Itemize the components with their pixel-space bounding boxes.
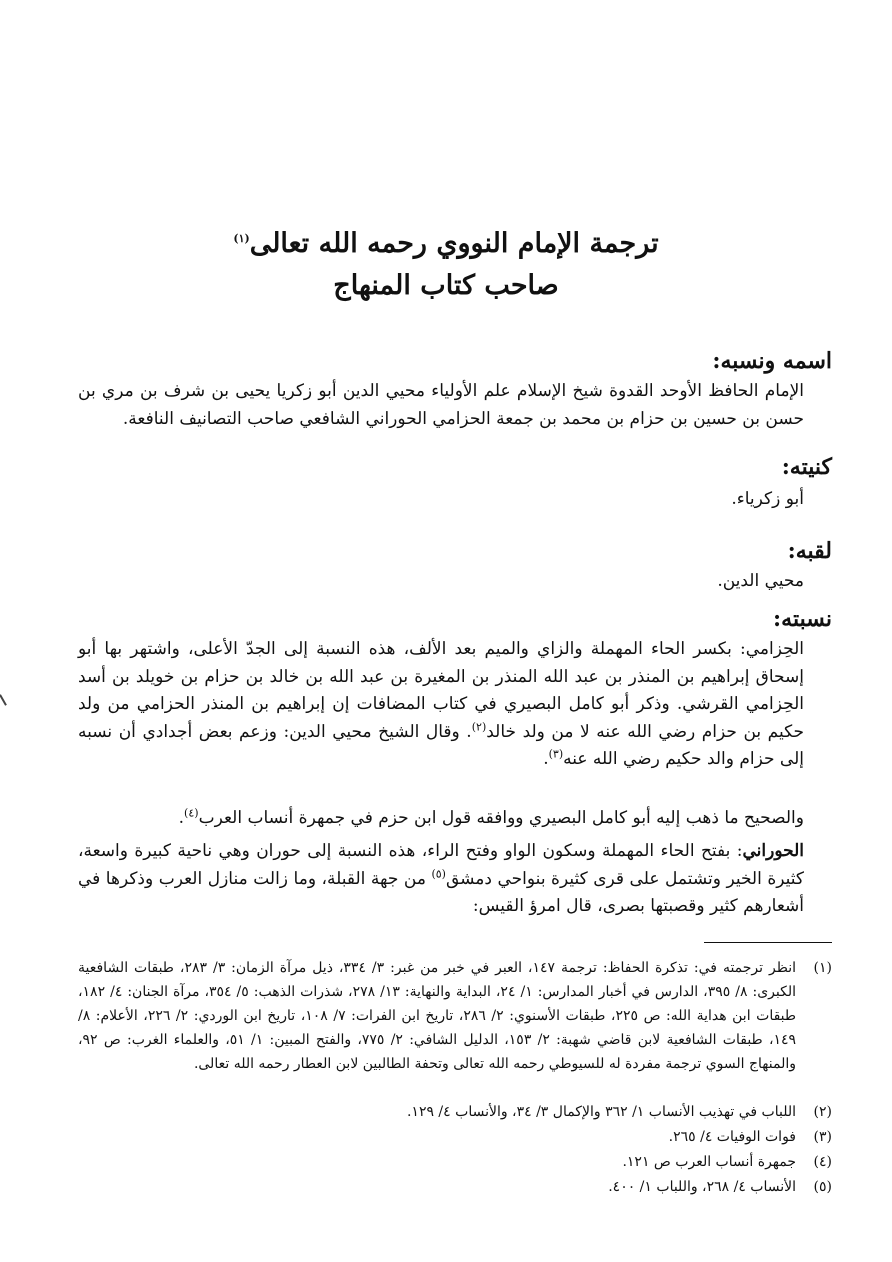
footnote-5 [78,1175,832,1199]
paragraph-name: الإمام الحافظ الأوحد القدوة شيخ الإسلام علم الأولياء محيي الدين أبو زكريا يحيى بن شرف بن مري بن حسن بن حسين بن حزام بن محمد بن جمعة الحزامي الحوراني الشافعي صاحب التصانيف النافعة. [78,381,804,429]
hizami-text-c: . [543,749,549,769]
heading-name: اسمه ونسبه: [712,348,832,374]
footnote-ref-4: (٤) [184,806,199,820]
footnote-4 [78,1150,832,1174]
paragraph-laqab: محيي الدين. [717,571,804,591]
page-title [0,226,892,262]
footnote-number: (٢) [813,1104,832,1120]
heading-nisba: نسبته: [773,606,832,632]
footnote-text: جمهرة أنساب العرب ص ١٢١. [622,1154,796,1170]
footnote-number: (٤) [813,1154,832,1170]
page-subtitle: صاحب كتاب المنهاج [333,270,559,301]
footnote-3 [78,1125,832,1149]
correct-view-text-b: . [178,808,185,828]
hizami-text-a: الحِزامي: بكسر الحاء المهملة والزاي والميم بعد الألف، هذه النسبة إلى الجدّ الأعلى، واشتهر بها أبو إسحاق إبراهيم بن المنذر بن عبد الله المنذر بن المغيرة بن عبد الله بن خالد بن حزام بن خويلد بن أسد الحِزامي القرشي. وذكر أبو كامل البصيري في كتاب المضافات إن إبراهيم بن المنذر الحزامي من ولد حكيم بن حزام رضي الله عنه لا من ولد خالد [78,639,805,742]
hizami-text-b: . وقال الشيخ محيي الدين: وزعم بعض أجدادي أن نسبه إلى حزام والد حكيم رضي الله عنه [78,721,804,769]
footnote-separator [704,942,832,943]
footnote-number: (٥) [813,1179,832,1195]
paragraph-hawrani [78,838,832,921]
paragraph-hizami [78,636,832,774]
footnote-ref-5: (٥) [431,866,446,880]
footnote-1 [78,956,832,1076]
hawrani-label: الحوراني [742,841,804,861]
footnote-ref-2: (٢) [471,719,487,733]
footnote-text: انظر ترجمته في: تذكرة الحفاظ: ترجمة ١٤٧، العبر في خبر من غبر: ٣/ ٣٣٤، ذيل مرآة الزمان: ٣/ ٢٨٣، طبقات الشافعية الكبرى: ٨/ ٣٩٥، الدارس في أخبار المدارس: ١/ ٢٤، البداية والنهاية: ١٣/ ٢٧٨، شذرات الذهب: ٥/ ٣٥٤، مرآة الجنان: ٤/ ١٨٢، طبقات ابن هداية الله: ص ٢٢٥، طبقات الأسنوي: ٢/ ٢٨٦، تاريخ ابن الفرات: ٧/ ١٠٨، تاريخ ابن الوردي: ٢/ ٢٢٦، الأعلام: ٨/ ١٤٩، طبقات الشافعية لابن قاضي شهبة: ٢/ ١٥٣، الدليل الشافي: ٢/ ٧٧٥، والفتح المبين: ١/ ٥١، والعلماء الغرب: ص ٩٢، والمنهاج السوي ترجمة مفردة له للسيوطي رحمه الله تعالى وتحفة الطالبين لابن العطار رحمه الله تعالى. [78,960,797,1072]
footnote-text: اللباب في تهذيب الأنساب ١/ ٣٦٢ والإكمال ٣/ ٣٤، والأنساب ٤/ ١٢٩. [406,1104,796,1120]
hawrani-text-b: من جهة القبلة، وما زالت منازل العرب وذكرها في أشعارهم كثير وقصبتها بصرى، قال امرؤ القيس: [78,868,804,916]
footnote-2 [78,1100,832,1124]
scan-mark [0,694,7,705]
title-footnote-ref: (١) [233,232,250,245]
paragraph-correct-view [78,805,832,833]
footnote-number: (٣) [813,1129,832,1145]
correct-view-text-a: والصحيح ما ذهب إليه أبو كامل البصيري ووافقه قول ابن حزم في جمهرة أنساب العرب [198,808,804,828]
footnote-number: (١) [813,960,832,976]
heading-kunya: كنيته: [781,454,832,480]
paragraph-kunya: أبو زكرياء. [731,489,804,509]
footnote-ref-3: (٣) [548,747,564,761]
footnote-text: الأنساب ٤/ ٢٦٨، واللباب ١/ ٤٠٠. [608,1179,796,1195]
title-line-1: ترجمة الإمام النووي رحمه الله تعالى [249,228,659,259]
heading-laqab: لقبه: [787,538,832,564]
footnote-text: فوات الوفيات ٤/ ٢٦٥. [668,1129,796,1145]
hawrani-text-a: : بفتح الحاء المهملة وسكون الواو وفتح الراء، هذه النسبة إلى حوران وهي ناحية كبيرة واسعة، كثيرة الخير وتشتمل على قرى كثيرة بنواحي دمشق [78,841,804,889]
